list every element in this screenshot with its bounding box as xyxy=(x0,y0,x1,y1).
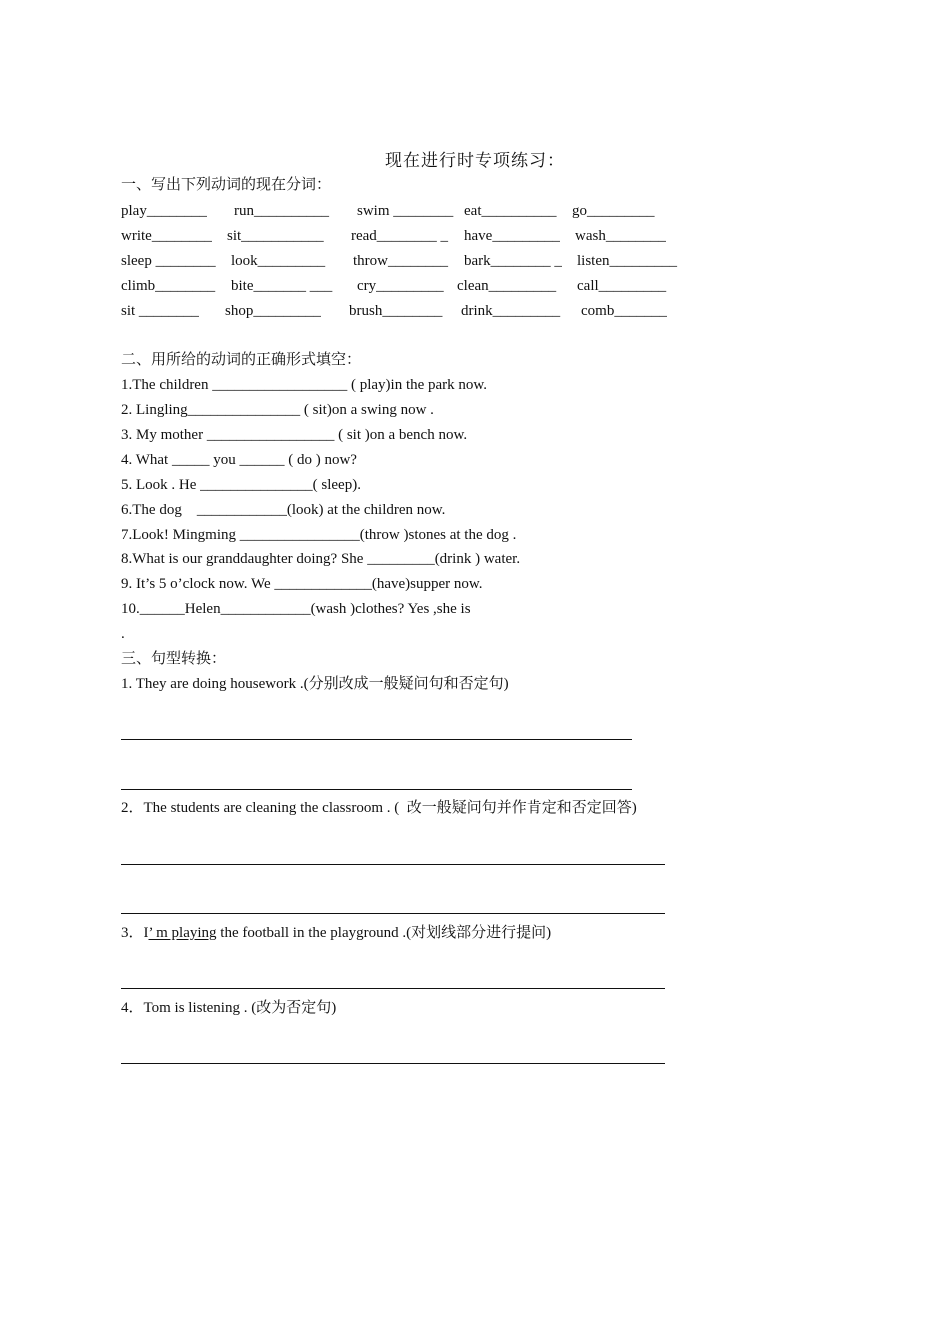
verb-cell: comb_______ xyxy=(581,303,667,319)
section3-heading: 三、句型转换： xyxy=(121,651,227,667)
verb-cell: look_________ xyxy=(231,253,326,269)
verb-cell: sleep ________ xyxy=(121,253,216,269)
verb-cell: throw________ xyxy=(353,253,448,269)
fill-blank-item: 5. Look . He _______________( sleep). xyxy=(121,477,361,493)
answer-line xyxy=(121,1063,665,1064)
verb-cell: drink_________ xyxy=(461,303,561,319)
q3-underlined-phrase: ’ m playing xyxy=(148,925,217,941)
verb-cell: sit___________ xyxy=(227,228,324,244)
fill-blank-item: . xyxy=(121,626,125,642)
verb-cell: write________ xyxy=(121,228,212,244)
verb-cell: sit ________ xyxy=(121,303,199,319)
fill-blank-item: 6.The dog ____________(look) at the children now. xyxy=(121,502,446,518)
q3-suffix: the football in the playground .(对划线部分进行提问) xyxy=(216,925,552,941)
verb-cell: have_________ xyxy=(464,228,560,244)
page-title: 现在进行时专项练习： xyxy=(385,151,565,170)
verb-cell: call_________ xyxy=(577,278,667,294)
transform-question-1: 1. They are doing housework .(分别改成一般疑问句和否定句) xyxy=(121,676,509,692)
fill-blank-item: 10.______Helen____________(wash )clothes? Yes ,she is xyxy=(121,601,471,617)
q3-prefix: 3．I xyxy=(121,925,149,941)
answer-line xyxy=(121,988,665,989)
fill-blank-item: 9. It’s 5 o’clock now. We _____________(have)supper now. xyxy=(121,576,483,592)
verb-cell: climb________ xyxy=(121,278,216,294)
section1-heading: 一、写出下列动词的现在分词： xyxy=(121,177,332,193)
fill-blank-item: 8.What is our granddaughter doing? She _________(drink ) water. xyxy=(121,551,521,567)
verb-cell: brush________ xyxy=(349,303,443,319)
section2-heading: 二、用所给的动词的正确形式填空： xyxy=(121,352,362,368)
verb-cell: listen_________ xyxy=(577,253,677,269)
fill-blank-item: 1.The children __________________ ( play)in the park now. xyxy=(121,377,488,393)
fill-blank-item: 7.Look! Mingming ________________(throw )stones at the dog . xyxy=(121,527,517,543)
transform-question-3 xyxy=(121,923,551,943)
verb-cell: clean_________ xyxy=(457,278,557,294)
transform-question-2: 2．The students are cleaning the classroom . ( 改一般疑问句并作肯定和否定回答) xyxy=(121,800,637,816)
verb-cell: wash________ xyxy=(575,228,666,244)
fill-blank-item: 4. What _____ you ______ ( do ) now? xyxy=(121,452,357,468)
fill-blank-item: 2. Lingling_______________ ( sit)on a swing now . xyxy=(121,402,434,418)
verb-cell: swim ________ xyxy=(357,203,454,219)
answer-line xyxy=(121,789,632,790)
verb-cell: bark________ _ xyxy=(464,253,562,269)
answer-line xyxy=(121,864,665,865)
verb-cell: go_________ xyxy=(572,203,655,219)
answer-line xyxy=(121,913,665,914)
verb-cell: shop_________ xyxy=(225,303,321,319)
answer-line xyxy=(121,739,632,740)
verb-cell: play________ xyxy=(121,203,207,219)
transform-question-4: 4．Tom is listening . (改为否定句) xyxy=(121,1000,337,1016)
verb-cell: bite_______ ___ xyxy=(231,278,333,294)
verb-cell: read________ _ xyxy=(351,228,449,244)
verb-cell: eat__________ xyxy=(464,203,557,219)
verb-cell: run__________ xyxy=(234,203,329,219)
fill-blank-item: 3. My mother _________________ ( sit )on a bench now. xyxy=(121,427,468,443)
verb-cell: cry_________ xyxy=(357,278,444,294)
